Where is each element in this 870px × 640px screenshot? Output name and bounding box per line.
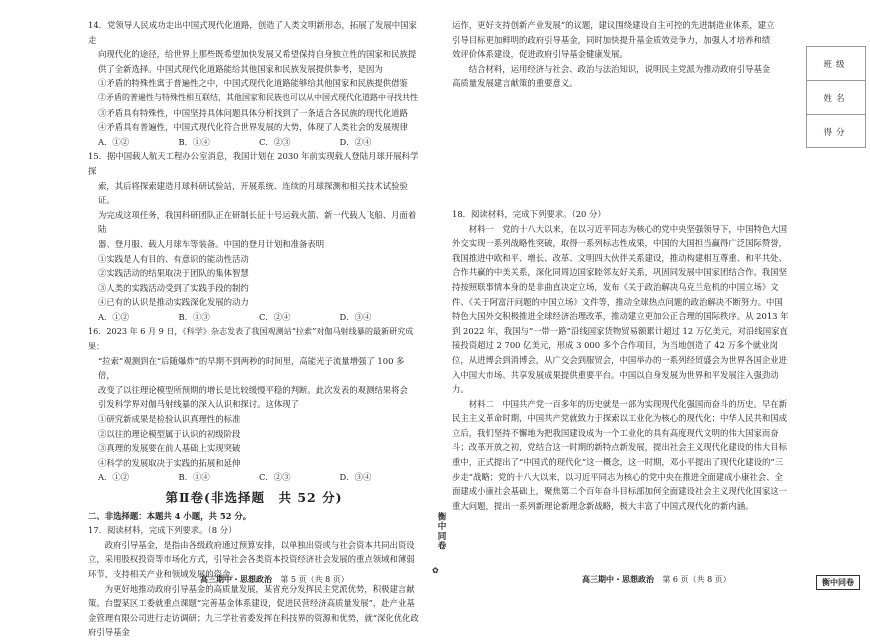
question-15: [88, 149, 420, 324]
option-b: B．①④: [178, 136, 210, 147]
q18-material-2: 材料二 中国共产党一百多年的历史就是一部为实现现代化强国而奋斗的历史。早在新民主主义革命时期，中国共产党就致力于探索以工业化为核心的现代化；中华人民共和国成立后，我们坚持不懈地为把我国建设成为一个工业化的具有高度现代文明的伟大国家而奋斗；改革开放之初，党结合这一时期的新特点新发展，提出社会主义现代化建设的伟大目标重中，正式提出了“中国式的现代化”这一概念，这一时期，邓小平提出了现代化建设的“三步走”战略；党的十八大以来，以习近平同志为核心的党中央在推进全面建成小康社会、全面建成小康社会基础上，聚焦第二个百年奋斗目标部加何全面建设社会主义现代化国家这一重大问题，提出一系列新理论新理念新战略，极大丰富了中国式现代化的新内涵。: [452, 398, 788, 511]
q18-heading: 18．阅读材料，完成下列要求。（20 分）: [452, 208, 606, 219]
q16-line: 16．2023 年 6 月 9 日，《科学》杂志发表了我国观测站“拉索”对伽马射线暴的最新研究成果：: [88, 326, 414, 352]
name-label: 姓名: [823, 93, 849, 104]
center-stamp-text: 衡中同卷: [436, 512, 446, 551]
q14-option-statement: ③矛盾具有特殊性，中国坚持具体问题具体分析找到了一条适合各民族的现代化道路: [98, 107, 408, 118]
q14-option-statement: ②矛盾的普遍性与特殊性相互联结，其他国家和民族也可以从中国式现代化道路中寻找共性: [98, 92, 418, 102]
footer-title: 高三期中・思想政治: [200, 574, 272, 584]
option-a: A．①②: [98, 136, 130, 147]
q14-line: 供了全新选择。中国式现代化道路能给其他国家和民族发展提供参考，是因为: [98, 63, 383, 74]
score-field[interactable]: [807, 115, 865, 148]
q16-answer-options: [88, 470, 420, 485]
class-field[interactable]: [807, 47, 865, 81]
q14-line: 14．党领导人民成功走出中国式现代化道路，创造了人类文明新形态，拓展了发展中国家走: [88, 20, 417, 45]
option-d: D．③④: [339, 472, 372, 483]
option-b: B．①③: [178, 311, 210, 322]
q16-option-statement: ③真理的发展要在前人基础上实现突破: [98, 443, 241, 454]
q17-task: 结合材料，运用经济与社会、政治与法治知识，说明民主党派为推动政府引导基金高质量发展建言献策的重要意义。: [452, 63, 771, 89]
option-a: A．①②: [98, 311, 130, 322]
q16-option-statement: ④科学的发展取决于实践的拓展和延伸: [98, 457, 241, 468]
q16-line: 改变了以往理论模型所预期的增长是比较缓慢平稳的判断。此次发表的观测结果将会: [98, 384, 408, 395]
q15-option-statement: ②实践活动的结果取决于团队的集体智慧: [98, 268, 249, 279]
nonchoice-heading: 二、非选择题：本题共 4 小题，共 52 分。: [88, 510, 252, 521]
left-footer: [200, 574, 349, 585]
section-title: 第Ⅱ卷(非选择题 共 52 分): [165, 490, 343, 505]
q15-line: 索，其后将探索建造月球科研试验站，开展系统、连续的月球探测和相关技术试验验证。: [98, 180, 408, 206]
q15-line: 为完成这项任务，我国科研团队正在研制长征十号运载火箭、新一代载人飞船、月面着陆: [98, 209, 417, 235]
q17-paragraph: 政府引导基金，是指由各级政府通过预算安排，以单独出资或与社会资本共同出资设立，采用股权投资等市场化方式，引导社会各类资本投资经济社会发展的重点领域和薄弱环节，支持相关产业和领域发展的资金。: [88, 539, 415, 579]
q14-answer-options: [88, 135, 420, 150]
q18-material-1: 材料一 党的十八大以来，在以习近平同志为核心的党中央坚强领导下，中国特色大国外交实现一系列战略性突破，取得一系列标志性成果，中国的大国担当赢得广泛国际赞誉，我国推进中欧和平、增长、改革、文明四大伙伴关系建设，推动构建相互尊重、和平共处、合作共赢的中美关系，深化同周边国家睦邻友好关系，巩固同发展中国家团结合作。我国坚持按照联事情本身的是非曲直决定立场，发布《关于政治解决乌克兰危机的中国立场》文件、《关于阿富汗问题的中国立场》文件等，推动全球热点问题的政治解决不断努力。中国特色大国外交积极推进全球经济治理改革，推动建立更加公正合理的国际秩序。从 2013 年到 2022 年，我国与“一带一路”沿线国家货物贸易额累计超过 12 万亿美元，对沿线国家直接投资超过 2 700 亿美元，形成 3 000 多个合作项目，为当地创造了 42 万多个就业岗位，从进博会到消博会，从广交会到服贸会，中国举办的一系列经贸盛会为世界各国企业进入中国大市场、共享发展成果提供重要平台。中国以自身发展为世界和平发展注入强劲动力。: [452, 223, 789, 395]
class-label: 班级: [823, 59, 849, 70]
q16-line: “拉索”观测到在“后随爆炸”的早期不到两秒的时间里，高能光子流量增强了 100 多倍，: [98, 355, 405, 381]
q15-option-statement: ③人类的实践活动受到了实践手段的制约: [98, 282, 249, 293]
option-d: D．③④: [339, 311, 372, 322]
q16-line: 引发科学界对伽马射线暴的深入认识和探讨。这体现了: [98, 399, 299, 410]
q16-option-statement: ②以往的理论模型属于认识的初级阶段: [98, 428, 241, 439]
q17-continued: 运作，更好支持创新产业发展”的议题，建议围绕建设自主可控的先进制造业体系，建立引导目标更加鲜明的政府引导基金，同时加快提升基金质效竞争力，加强人才培养和绩效评价体系建设，促进政府引导基金健康发展。: [452, 20, 775, 60]
option-c: C．②③: [259, 136, 291, 147]
q14-line: 向现代化的途径，给世界上那些既希望加快发展又希望保持自身独立性的国家和民族提: [98, 49, 417, 60]
question-14: [88, 18, 420, 149]
corner-brand-stamp: 衡中同卷: [816, 575, 860, 590]
flower-ornament-icon: ✿: [432, 566, 439, 575]
left-page-column: [88, 18, 420, 640]
q15-answer-options: [88, 310, 420, 325]
name-field[interactable]: [807, 81, 865, 115]
option-d: D．②④: [339, 136, 372, 147]
q15-line: 15．据中国载人航天工程办公室消息，我国计划在 2030 年前实现载人登陆月球开展科学探: [88, 151, 419, 176]
option-c: C．②④: [259, 311, 291, 322]
student-info-panel: [806, 46, 866, 148]
footer-title: 高三期中・思想政治: [582, 574, 654, 584]
footer-page-number: 第 6 页（共 8 页）: [662, 575, 731, 584]
q15-option-statement: ①实践是人有目的、有意识的能动性活动: [98, 253, 249, 264]
option-a: A．①②: [98, 472, 130, 483]
q17-paragraph: 为更好地推动政府引导基金的高质量发展，某省充分发挥民主党派优势，积极建言献策。台盟某区工委就重点课题“完善基金体系建设，促进民营经济高质量发展”，赴产业基金管理有限公司进行走访调研；九三学社省委发挥在科技界的资源和优势，就“深化优化政府引导基金: [88, 583, 419, 638]
question-16: [88, 324, 420, 485]
q17-heading: 17．阅读材料，完成下列要求。（8 分）: [88, 525, 237, 536]
q15-line: 器、登月服、载人月球车等装备。中国的登月计划和准备表明: [98, 238, 325, 249]
answer-space: [452, 91, 790, 207]
q14-option-statement: ①矛盾的特殊性寓于普遍性之中，中国式现代化道路能够给其他国家和民族提供借鉴: [98, 78, 408, 89]
right-page-column: [452, 18, 790, 513]
footer-page-number: 第 5 页（共 8 页）: [280, 575, 349, 584]
option-b: B．①④: [178, 472, 210, 483]
q16-option-statement: ①研究新成果是检验认识真理性的标准: [98, 414, 241, 425]
score-label: 得分: [823, 127, 849, 138]
right-footer: [582, 574, 731, 585]
option-c: C．②③: [259, 472, 291, 483]
q14-option-statement: ④矛盾具有普遍性，中国式现代化符合世界发展的大势，体现了人类社会的发展规律: [98, 122, 408, 133]
center-brand-stamp: [431, 512, 447, 550]
q15-option-statement: ④已有的认识是推动实践深化发展的动力: [98, 297, 249, 308]
